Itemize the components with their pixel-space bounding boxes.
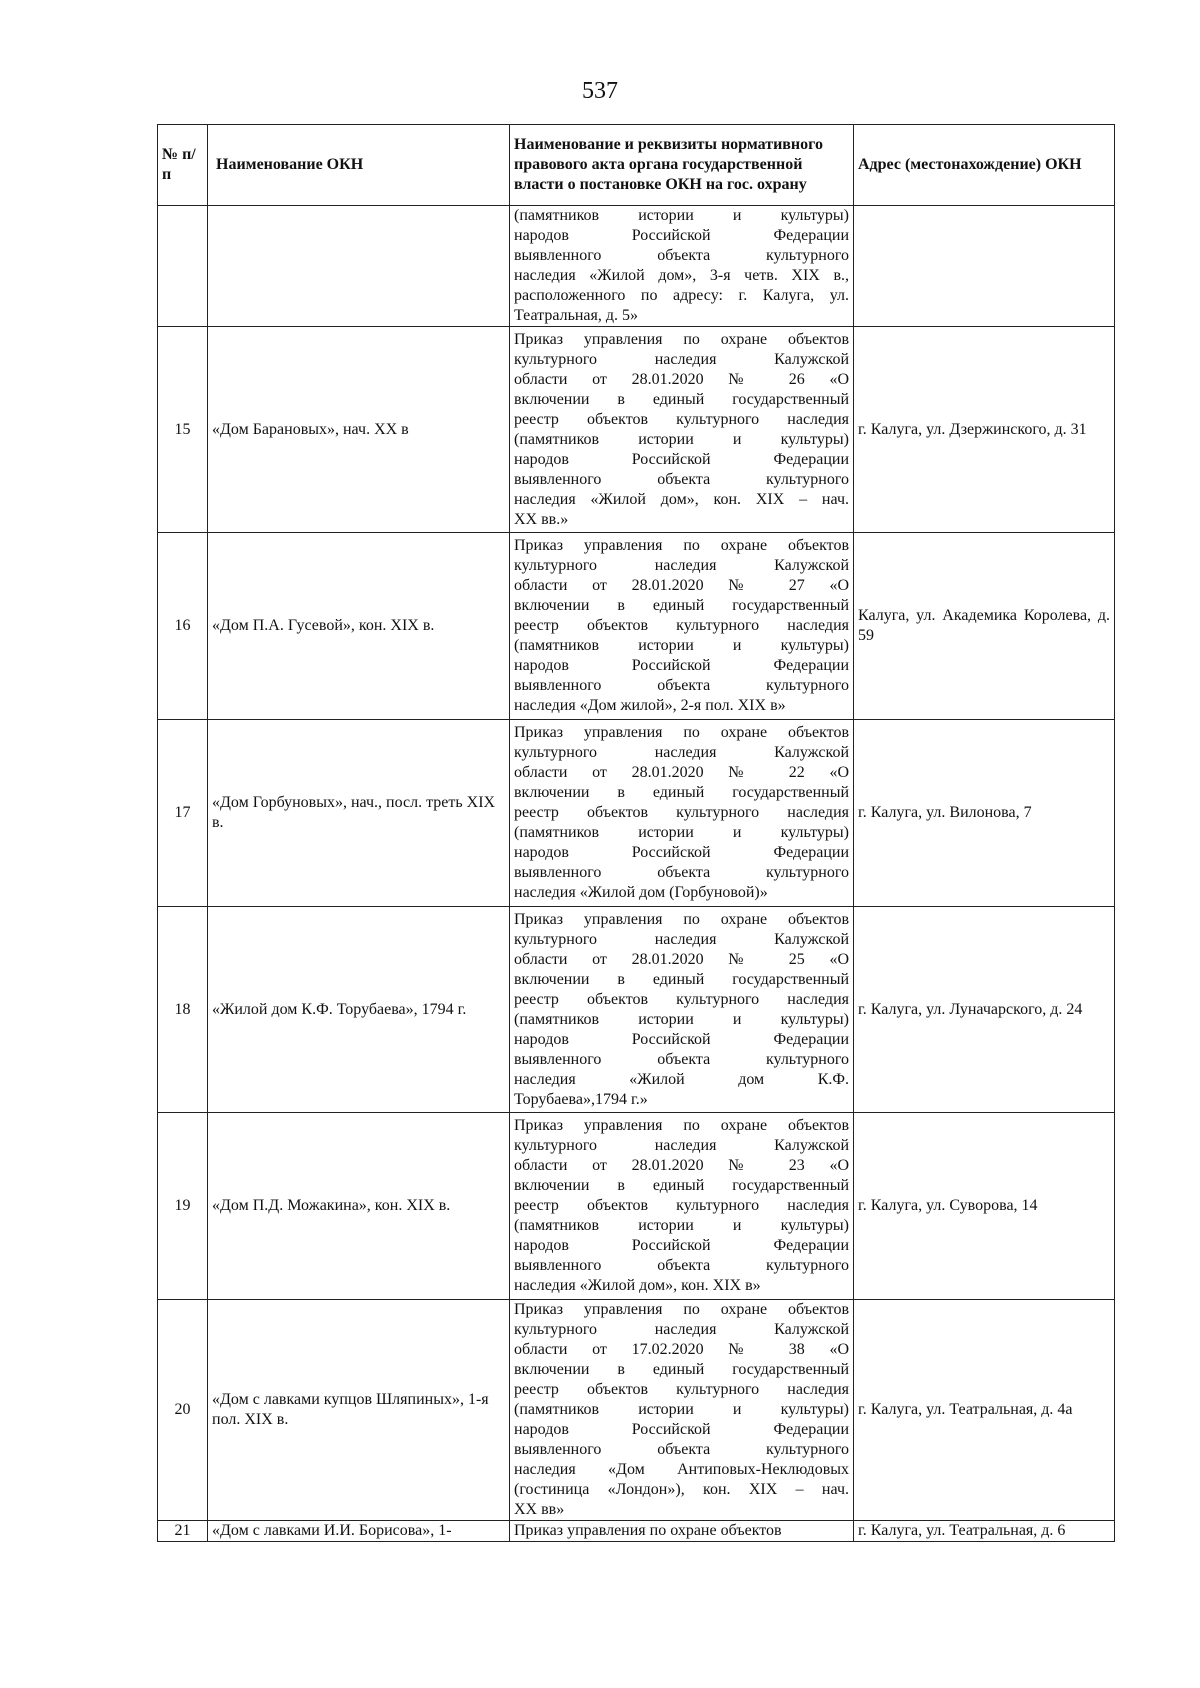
act-text-line: культурного наследия Калужской [514,557,849,574]
row-name [208,206,510,327]
row-name: «Дом П.А. Гусевой», кон. XIX в. [208,533,510,720]
act-text-line: области от 28.01.2020 № 23 «О [514,1157,849,1174]
act-text-line: Приказ управления по охране объектов [514,1301,849,1318]
act-text-line: включении в единый государственный [514,390,849,408]
row-num: 16 [158,533,208,720]
act-text-line: выявленного объекта культурного [514,1050,849,1068]
header-address: Адрес (местонахождение) ОКН [854,125,1115,206]
act-text-line: области от 17.02.2020 № 38 «О [514,1341,849,1358]
page-number: 537 [582,78,618,104]
act-text-line: выявленного объекта культурного [514,864,849,881]
act-text-line: (памятников истории и культуры) [514,637,849,654]
row-address: г. Калуга, ул. Театральная, д. 4а [854,1300,1115,1521]
act-text-line: (гостиница «Лондон»), кон. XIX – нач. [514,1481,849,1498]
act-text-line: наследия «Жилой дом», 3-я четв. XIX в., [514,267,849,284]
act-text-line: области от 28.01.2020 № 22 «О [514,764,849,781]
row-name: «Дом с лавками купцов Шляпиных», 1-я пол. XIX в. [208,1300,510,1521]
row-act [510,720,854,907]
act-text-line: (памятников истории и культуры) [514,1401,849,1418]
row-num: 17 [158,720,208,907]
row-num [158,206,208,327]
act-text-line: Приказ управления по охране объектов [514,910,849,928]
act-text-line: (памятников истории и культуры) [514,430,849,448]
act-text-line: наследия «Жилой дом (Горбуновой)» [514,884,768,901]
act-text-line: включении в единый государственный [514,784,849,801]
row-name: «Дом с лавками И.И. Борисова», 1- [208,1521,510,1542]
table-row [158,1521,1115,1542]
act-text-line: Торубаева»,1794 г.» [514,1090,648,1108]
row-act [510,907,854,1113]
row-address: Калуга, ул. Академика Королева, д. 59 [854,533,1115,720]
act-text-line: выявленного объекта культурного [514,470,849,488]
act-text-line: (памятников истории и культуры) [514,824,849,841]
row-act [510,1521,854,1542]
act-text-line: реестр объектов культурного наследия [514,410,849,428]
act-text-line: наследия «Жилой дом К.Ф. [514,1070,849,1088]
row-address: г. Калуга, ул. Вилонова, 7 [854,720,1115,907]
act-text-line: Приказ управления по охране объектов [514,1117,849,1134]
act-text-line: включении в единый государственный [514,597,849,614]
row-name: «Дом Барановых», нач. XX в [208,327,510,533]
act-text-line: Приказ управления по охране объектов [514,1522,782,1539]
act-text-line: включении в единый государственный [514,1177,849,1194]
header-name: Наименование ОКН [208,125,510,206]
row-num: 19 [158,1113,208,1300]
act-text-line: выявленного объекта культурного [514,247,849,264]
row-address: г. Калуга, ул. Театральная, д. 6 [854,1521,1115,1542]
act-text-line: области от 28.01.2020 № 27 «О [514,577,849,594]
act-text-line: включении в единый государственный [514,970,849,988]
act-text-line: выявленного объекта культурного [514,677,849,694]
act-text-line: народов Российской Федерации [514,227,849,244]
row-address: г. Калуга, ул. Луначарского, д. 24 [854,907,1115,1113]
table-row [158,1113,1115,1300]
act-text-line: области от 28.01.2020 № 25 «О [514,950,849,968]
act-text-line: народов Российской Федерации [514,1237,849,1254]
act-text-line: Театральная, д. 5» [514,307,639,324]
act-text-line: Приказ управления по охране объектов [514,537,849,554]
act-text-line: народов Российской Федерации [514,1421,849,1438]
act-text-line: культурного наследия Калужской [514,1137,849,1154]
table-row [158,327,1115,533]
row-act [510,1113,854,1300]
act-text-line: (памятников истории и культуры) [514,1217,849,1234]
act-text-line: реестр объектов культурного наследия [514,990,849,1008]
act-text-line: (памятников истории и культуры) [514,1010,849,1028]
row-address: г. Калуга, ул. Суворова, 14 [854,1113,1115,1300]
act-text-line: XX вв.» [514,510,569,528]
row-num: 21 [158,1521,208,1542]
act-text-line: народов Российской Федерации [514,1030,849,1048]
table-row-continuation [158,206,1115,327]
act-text-line: XX вв» [514,1501,565,1518]
row-act [510,533,854,720]
act-text-line: культурного наследия Калужской [514,1321,849,1338]
act-text-line: реестр объектов культурного наследия [514,804,849,821]
row-address [854,206,1115,327]
act-text-line: наследия «Жилой дом», кон. XIX – нач. [514,490,849,508]
act-text-line: культурного наследия Калужской [514,930,849,948]
act-text-line: выявленного объекта культурного [514,1257,849,1274]
table-row [158,1300,1115,1521]
header-act: Наименование и реквизиты нормативного правового акта органа государственной власти о постановке ОКН на гос. охрану [510,125,854,206]
act-text-line: народов Российской Федерации [514,450,849,468]
act-text-line: области от 28.01.2020 № 26 «О [514,370,849,388]
header-num: № п/п [158,125,208,206]
row-act [510,1300,854,1521]
row-num: 20 [158,1300,208,1521]
okn-table [157,124,1115,1542]
act-text-line: Приказ управления по охране объектов [514,724,849,741]
act-text-line: народов Российской Федерации [514,657,849,674]
act-text-line: (памятников истории и культуры) [514,207,849,224]
act-text-line: культурного наследия Калужской [514,350,849,368]
row-num: 15 [158,327,208,533]
table-row [158,907,1115,1113]
row-address: г. Калуга, ул. Дзержинского, д. 31 [854,327,1115,533]
act-text-line: реестр объектов культурного наследия [514,617,849,634]
act-text-line: наследия «Дом Антиповых-Неклюдовых [514,1461,849,1478]
act-text-line: включении в единый государственный [514,1361,849,1378]
act-text-line: культурного наследия Калужской [514,744,849,761]
row-act [510,327,854,533]
row-name: «Дом П.Д. Можакина», кон. XIX в. [208,1113,510,1300]
act-text-line: расположенного по адресу: г. Калуга, ул. [514,287,849,304]
act-text-line: наследия «Дом жилой», 2-я пол. XIX в» [514,697,786,714]
row-name: «Жилой дом К.Ф. Торубаева», 1794 г. [208,907,510,1113]
table-header-row [158,125,1115,206]
table-row [158,720,1115,907]
act-text-line: реестр объектов культурного наследия [514,1197,849,1214]
act-text-line: Приказ управления по охране объектов [514,330,849,348]
act-text-line: реестр объектов культурного наследия [514,1381,849,1398]
act-text-line: наследия «Жилой дом», кон. XIX в» [514,1277,761,1294]
act-text-line: народов Российской Федерации [514,844,849,861]
table-row [158,533,1115,720]
act-text-line: выявленного объекта культурного [514,1441,849,1458]
row-act [510,206,854,327]
row-name: «Дом Горбуновых», нач., посл. треть XIX в. [208,720,510,907]
row-num: 18 [158,907,208,1113]
